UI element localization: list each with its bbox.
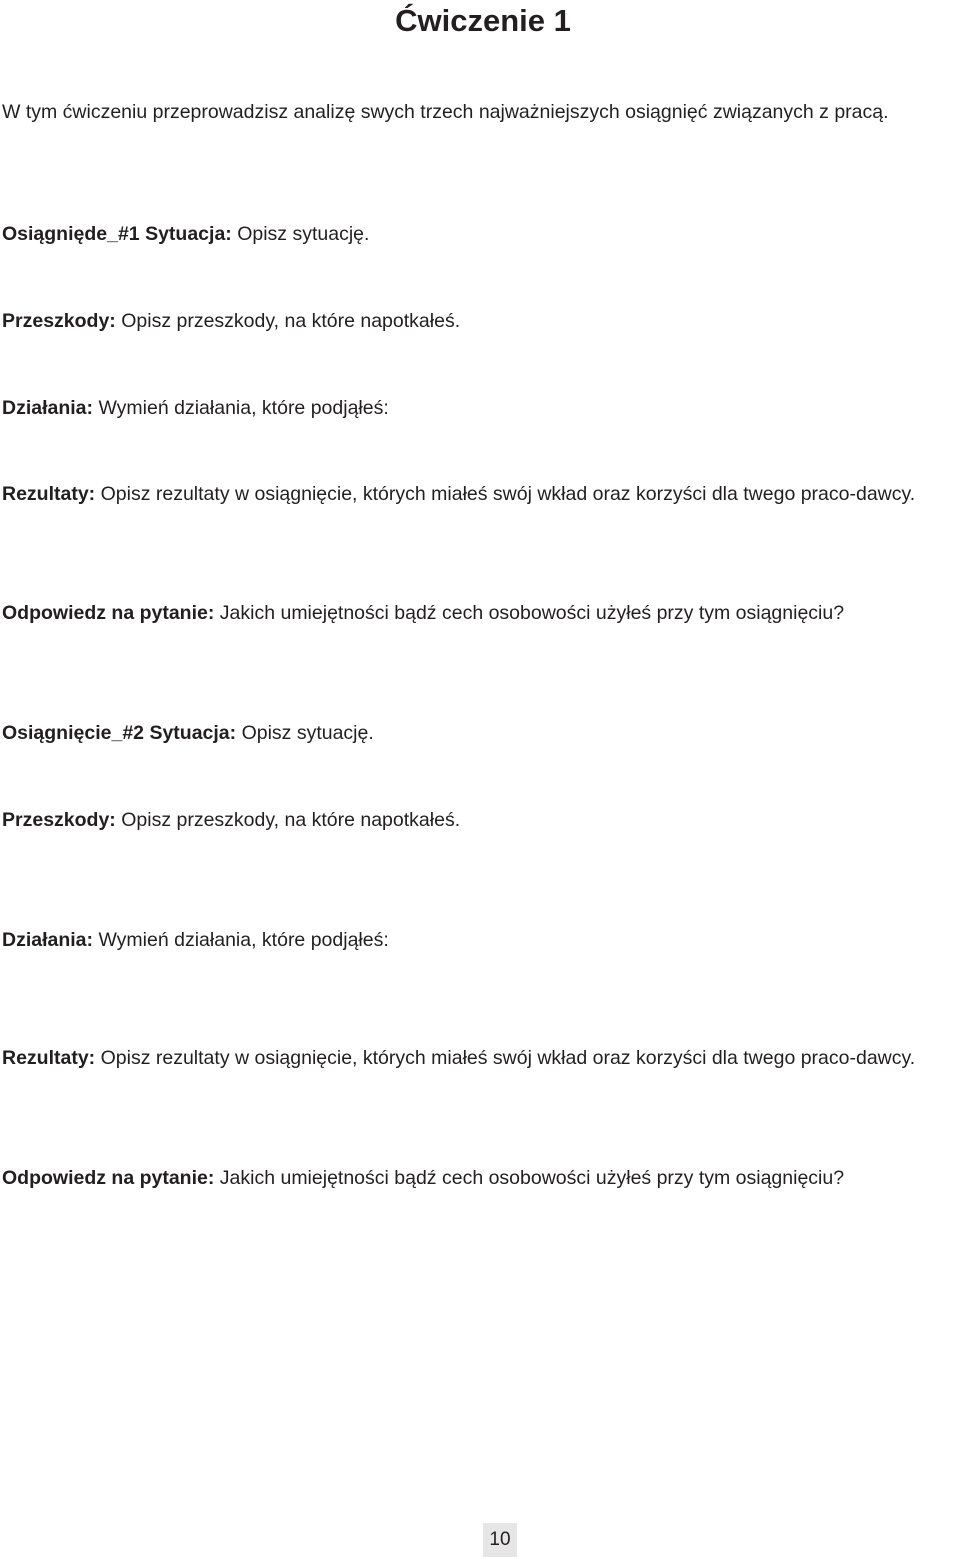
actions-text: Wymień działania, które podjąłeś:: [98, 929, 389, 951]
results-label: Rezultaty:: [2, 1047, 96, 1069]
achievement-1-actions: [2, 393, 942, 423]
situation-text: Opisz sytuację.: [237, 223, 370, 245]
achievement-1-question: [2, 598, 942, 628]
question-label: Odpowiedz na pytanie:: [2, 602, 215, 624]
results-text: Opisz rezultaty w osiągnięcie, których miałeś swój wkład oraz korzyści dla twego praco-dawcy.: [100, 483, 916, 505]
achievement-2-question: [2, 1163, 942, 1193]
question-text: Jakich umiejętności bądź cech osobowości użyłeś przy tym osiągnięciu?: [219, 1167, 845, 1189]
situation-label: Sytuacja:: [149, 722, 237, 744]
situation-label: Sytuacja:: [145, 223, 232, 245]
achievement-1-results: [2, 479, 942, 509]
achievement-2-obstacles: [2, 805, 942, 835]
achievement-1-obstacles: [2, 306, 942, 336]
achievement-2-heading: Osiągnięcie_#2: [2, 722, 145, 744]
actions-label: Działania:: [2, 929, 94, 951]
obstacles-label: Przeszkody:: [2, 809, 116, 831]
actions-label: Działania:: [2, 397, 94, 419]
page-number: 10: [483, 1523, 517, 1557]
intro-paragraph: W tym ćwiczeniu przeprowadzisz analizę swych trzech najważniejszych osiągnięć związanych z pracą.: [2, 101, 889, 123]
page-title: Ćwiczenie 1: [395, 3, 571, 38]
obstacles-label: Przeszkody:: [2, 310, 116, 332]
achievement-1-heading: Osiągnięde_#1: [2, 223, 140, 245]
achievement-2-results: [2, 1043, 942, 1073]
situation-text: Opisz sytuację.: [241, 722, 374, 744]
question-label: Odpowiedz na pytanie:: [2, 1167, 215, 1189]
achievement-2-actions: [2, 925, 942, 955]
results-label: Rezultaty:: [2, 483, 96, 505]
results-text: Opisz rezultaty w osiągnięcie, których miałeś swój wkład oraz korzyści dla twego praco-dawcy.: [100, 1047, 916, 1069]
obstacles-text: Opisz przeszkody, na które napotkałeś.: [121, 809, 461, 831]
achievement-2-situation: [2, 718, 942, 748]
obstacles-text: Opisz przeszkody, na które napotkałeś.: [121, 310, 461, 332]
actions-text: Wymień działania, które podjąłeś:: [98, 397, 389, 419]
achievement-1-situation: [2, 219, 942, 249]
question-text: Jakich umiejętności bądź cech osobowości użyłeś przy tym osiągnięciu?: [219, 602, 845, 624]
